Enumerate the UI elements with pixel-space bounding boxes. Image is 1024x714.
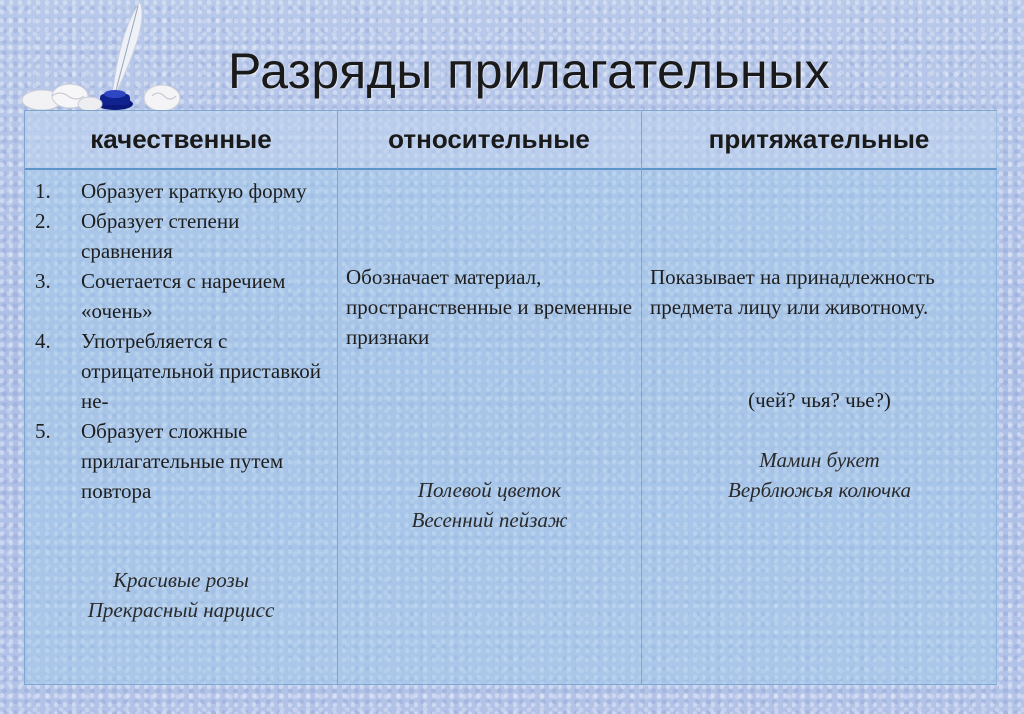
adjective-categories-table <box>24 110 997 685</box>
relative-examples <box>338 475 641 535</box>
list-item: 1. Образует краткую форму <box>35 179 307 203</box>
example-text: Верблюжья колючка <box>728 478 911 502</box>
header-divider <box>25 168 996 170</box>
relative-column <box>338 170 641 684</box>
possessive-column <box>642 170 997 684</box>
header-qualitative: качественные <box>25 111 337 168</box>
page-title: Разряды прилагательных <box>228 43 831 99</box>
possessive-questions: (чей? чья? чье?) <box>748 388 891 412</box>
qualitative-features-list <box>35 176 335 506</box>
list-item: 2. Образует степени сравнения <box>35 209 240 263</box>
example-text: Прекрасный нарцисс <box>87 598 275 622</box>
relative-description: Обозначает материал, пространственные и временные признаки <box>346 265 633 349</box>
column-divider <box>337 111 338 684</box>
possessive-examples <box>642 445 997 505</box>
header-possessive: притяжательные <box>641 111 997 168</box>
header-relative: относительные <box>337 111 641 168</box>
list-item: 3. Сочетается с наречием «очень» <box>35 269 286 323</box>
example-text: Мамин букет <box>759 448 880 472</box>
example-text: Весенний пейзаж <box>411 508 568 532</box>
column-divider <box>641 111 642 684</box>
list-item: 4. Употребляется с отрицательной приставкой не- <box>35 329 322 413</box>
example-text: Полевой цветок <box>417 478 562 502</box>
example-text: Красивые розы <box>113 568 249 592</box>
possessive-description: Показывает на принадлежность предмета лицу или животному. <box>650 265 935 319</box>
qualitative-examples <box>25 565 337 625</box>
list-item: 5. Образует сложные прилагательные путем повтора <box>35 419 284 503</box>
quill-inkwell-icon <box>12 0 187 118</box>
qualitative-column <box>25 170 337 684</box>
